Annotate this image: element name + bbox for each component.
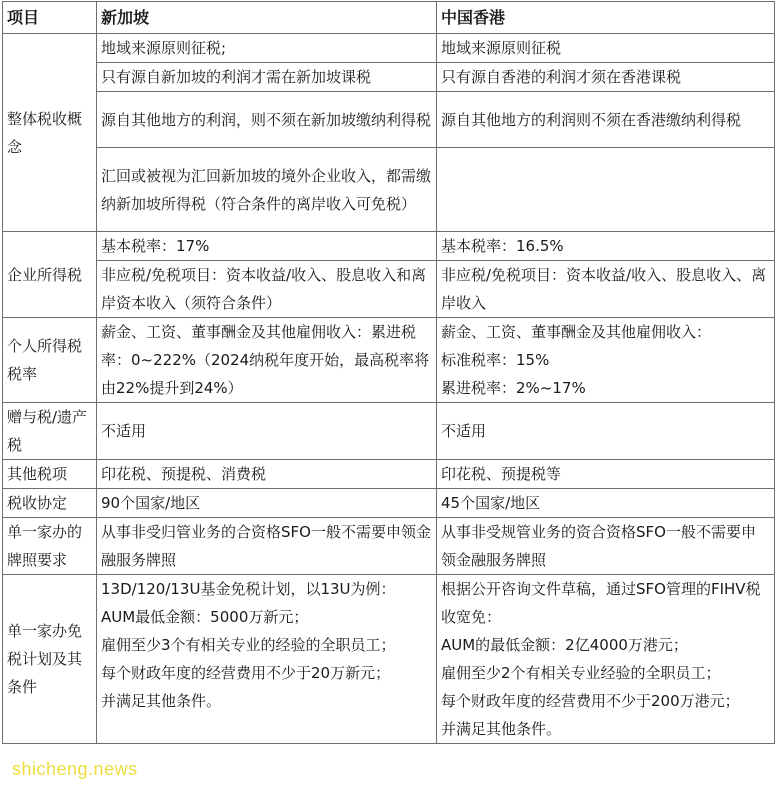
cell-sg bbox=[97, 575, 437, 744]
table-row bbox=[3, 148, 775, 232]
cell-sg: 源自其他地方的利润，则不须在新加坡缴纳利得税 bbox=[97, 92, 437, 148]
row-label-personal: 个人所得税税率 bbox=[3, 318, 97, 403]
table-row bbox=[3, 63, 775, 92]
cell-sg: 地域来源原则征税; bbox=[97, 34, 437, 63]
sg-exemption-line: 雇佣至少3个有相关专业的经验的全职员工； bbox=[101, 636, 396, 654]
hk-exemption-line: AUM的最低金额：2亿4000万港元； bbox=[441, 636, 688, 654]
header-item: 项目 bbox=[3, 2, 97, 34]
cell-hk: 源自其他地方的利润则不须在香港缴纳利得税 bbox=[437, 92, 775, 148]
header-row bbox=[3, 2, 775, 34]
comparison-table bbox=[2, 1, 775, 744]
cell-hk: 印花税、预提税等 bbox=[437, 460, 775, 489]
cell-hk bbox=[437, 575, 775, 744]
row-label-overall: 整体税收概念 bbox=[3, 34, 97, 232]
hk-exemption-line: 每个财政年度的经营费用不少于200万港元； bbox=[441, 692, 740, 710]
sg-exemption-line: 每个财政年度的经营费用不少于20万新元； bbox=[101, 664, 391, 682]
sg-exemption-line: 13D/120/13U基金免税计划，以13U为例： bbox=[101, 580, 396, 598]
row-label-gift: 赠与税/遗产税 bbox=[3, 403, 97, 460]
hk-personal-line: 薪金、工资、董事酬金及其他雇佣收入： bbox=[441, 323, 712, 341]
row-label-other: 其他税项 bbox=[3, 460, 97, 489]
table-row bbox=[3, 318, 775, 403]
table-row bbox=[3, 460, 775, 489]
cell-hk: 基本税率：16.5% bbox=[437, 232, 775, 261]
hk-exemption-line: 根据公开咨询文件草稿，通过SFO管理的FIHV税收宽免： bbox=[441, 580, 761, 626]
watermark: shicheng.news bbox=[12, 759, 138, 779]
sg-exemption-line: AUM最低金额：5000万新元； bbox=[101, 608, 309, 626]
cell-hk: 只有源自香港的利润才须在香港课税 bbox=[437, 63, 775, 92]
cell-sg: 薪金、工资、董事酬金及其他雇佣收入：累进税率：0~222%（2024纳税年度开始，最高税率将由22%提升到24%） bbox=[97, 318, 437, 403]
row-label-license: 单一家办的牌照要求 bbox=[3, 518, 97, 575]
table-row bbox=[3, 34, 775, 63]
cell-sg: 只有源自新加坡的利润才需在新加坡课税 bbox=[97, 63, 437, 92]
cell-sg: 印花税、预提税、消费税 bbox=[97, 460, 437, 489]
table-row bbox=[3, 232, 775, 261]
sg-exemption-line: 并满足其他条件。 bbox=[101, 692, 222, 710]
hk-personal-line: 累进税率：2%~17% bbox=[441, 379, 586, 397]
cell-hk: 不适用 bbox=[437, 403, 775, 460]
hk-personal-line: 标准税率：15% bbox=[441, 351, 550, 369]
row-label-treaty: 税收协定 bbox=[3, 489, 97, 518]
cell-hk: 从事非受规管业务的资合资格SFO一般不需要申领金融服务牌照 bbox=[437, 518, 775, 575]
row-label-corporate: 企业所得税 bbox=[3, 232, 97, 318]
row-label-exemption: 单一家办免税计划及其条件 bbox=[3, 575, 97, 744]
table-row bbox=[3, 489, 775, 518]
cell-hk bbox=[437, 148, 775, 232]
hk-exemption-line: 雇佣至少2个有相关专业经验的全职员工； bbox=[441, 664, 721, 682]
table-row bbox=[3, 261, 775, 318]
cell-hk: 地域来源原则征税 bbox=[437, 34, 775, 63]
cell-sg: 不适用 bbox=[97, 403, 437, 460]
cell-sg: 90个国家/地区 bbox=[97, 489, 437, 518]
table-row bbox=[3, 403, 775, 460]
table-row bbox=[3, 518, 775, 575]
cell-hk bbox=[437, 318, 775, 403]
table-row bbox=[3, 575, 775, 744]
hk-exemption-line: 并满足其他条件。 bbox=[441, 720, 562, 738]
header-singapore: 新加坡 bbox=[97, 2, 437, 34]
header-hongkong: 中国香港 bbox=[437, 2, 775, 34]
cell-sg: 从事非受归管业务的合资格SFO一般不需要申领金融服务牌照 bbox=[97, 518, 437, 575]
cell-hk: 非应税/免税项目：资本收益/收入、股息收入、离岸收入 bbox=[437, 261, 775, 318]
cell-hk: 45个国家/地区 bbox=[437, 489, 775, 518]
cell-sg: 非应税/免税项目：资本收益/收入、股息收入和离岸资本收入（须符合条件） bbox=[97, 261, 437, 318]
cell-sg: 基本税率：17% bbox=[97, 232, 437, 261]
table-row bbox=[3, 92, 775, 148]
cell-sg: 汇回或被视为汇回新加坡的境外企业收入，都需缴纳新加坡所得税（符合条件的离岸收入可免税） bbox=[97, 148, 437, 232]
